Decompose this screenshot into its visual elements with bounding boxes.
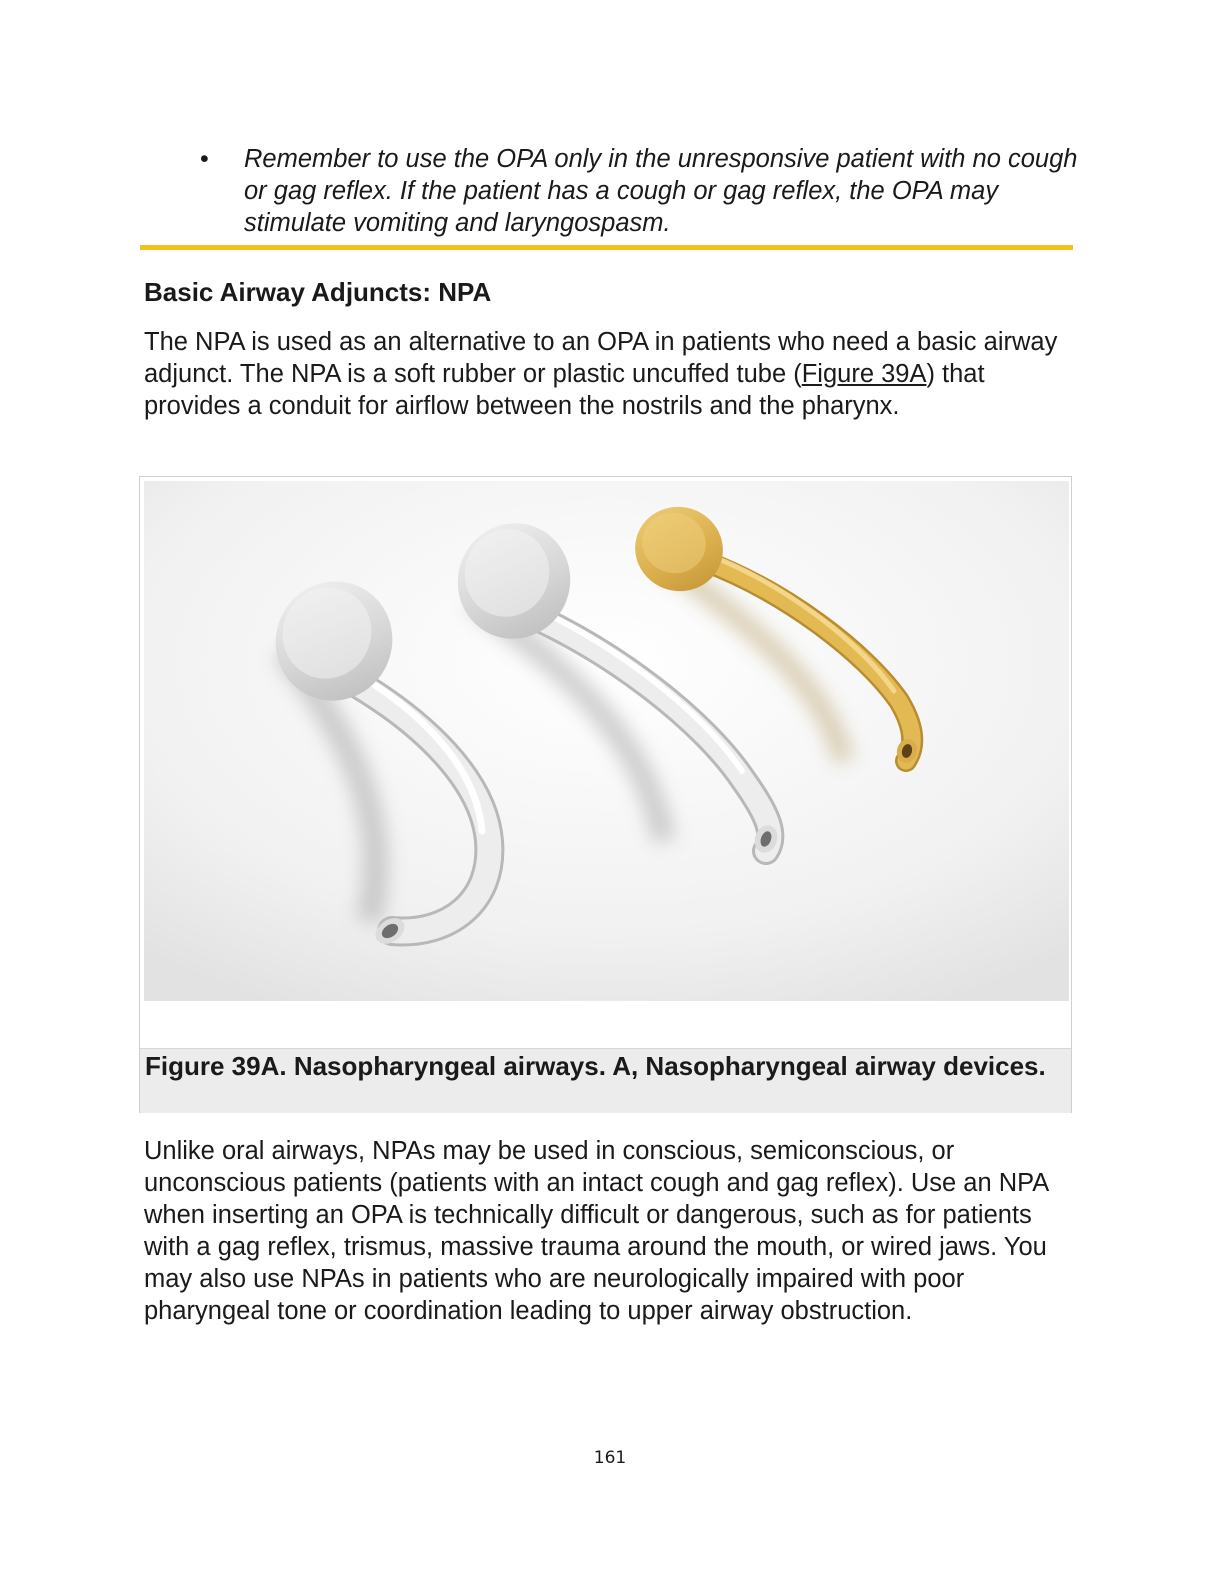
intro-text-start: The NPA is used as an alternative to an OPA in patients who need a basic airway adjunct. The NPA is a soft rubber or plastic uncuffed tube (: [144, 328, 1058, 388]
figure-39a-link[interactable]: Figure 39A: [801, 360, 927, 388]
bullet-dot-icon: •: [200, 145, 209, 173]
yellow-divider: [140, 245, 1073, 250]
page-number: 161: [593, 1448, 627, 1468]
figure-caption-bar: [140, 1048, 1071, 1113]
section-heading: Basic Airway Adjuncts: NPA: [144, 277, 492, 307]
figure-39a: [139, 476, 1072, 1113]
opa-warning-text: Remember to use the OPA only in the unresponsive patient with no cough or gag reflex. If the patient has a cough or gag reflex, the OPA may stimulate vomiting and laryngospasm.: [244, 145, 1078, 237]
npa-devices-photo: [144, 481, 1069, 1001]
figure-caption: Figure 39A. Nasopharyngeal airways. A, Nasopharyngeal airway devices.: [145, 1051, 1046, 1081]
body-paragraph: Unlike oral airways, NPAs may be used in conscious, semiconscious, or unconscious patients (patients with an intact cough and gag reflex). Use an NPA when inserting an OPA is technically difficult or dangerous, such as for patients with a gag reflex, trismus, massive trauma around the mouth, or wired jaws. You may also use NPAs in patients who are neurologically impaired with poor pharyngeal tone or coordination leading to upper airway obstruction.: [144, 1137, 1048, 1325]
intro-paragraph: [144, 326, 1079, 422]
intro-text-end: ) that provides a conduit for airflow between the nostrils and the pharynx.: [144, 360, 985, 420]
bullet-item: [200, 143, 1080, 239]
bullet-list: [200, 143, 1080, 239]
